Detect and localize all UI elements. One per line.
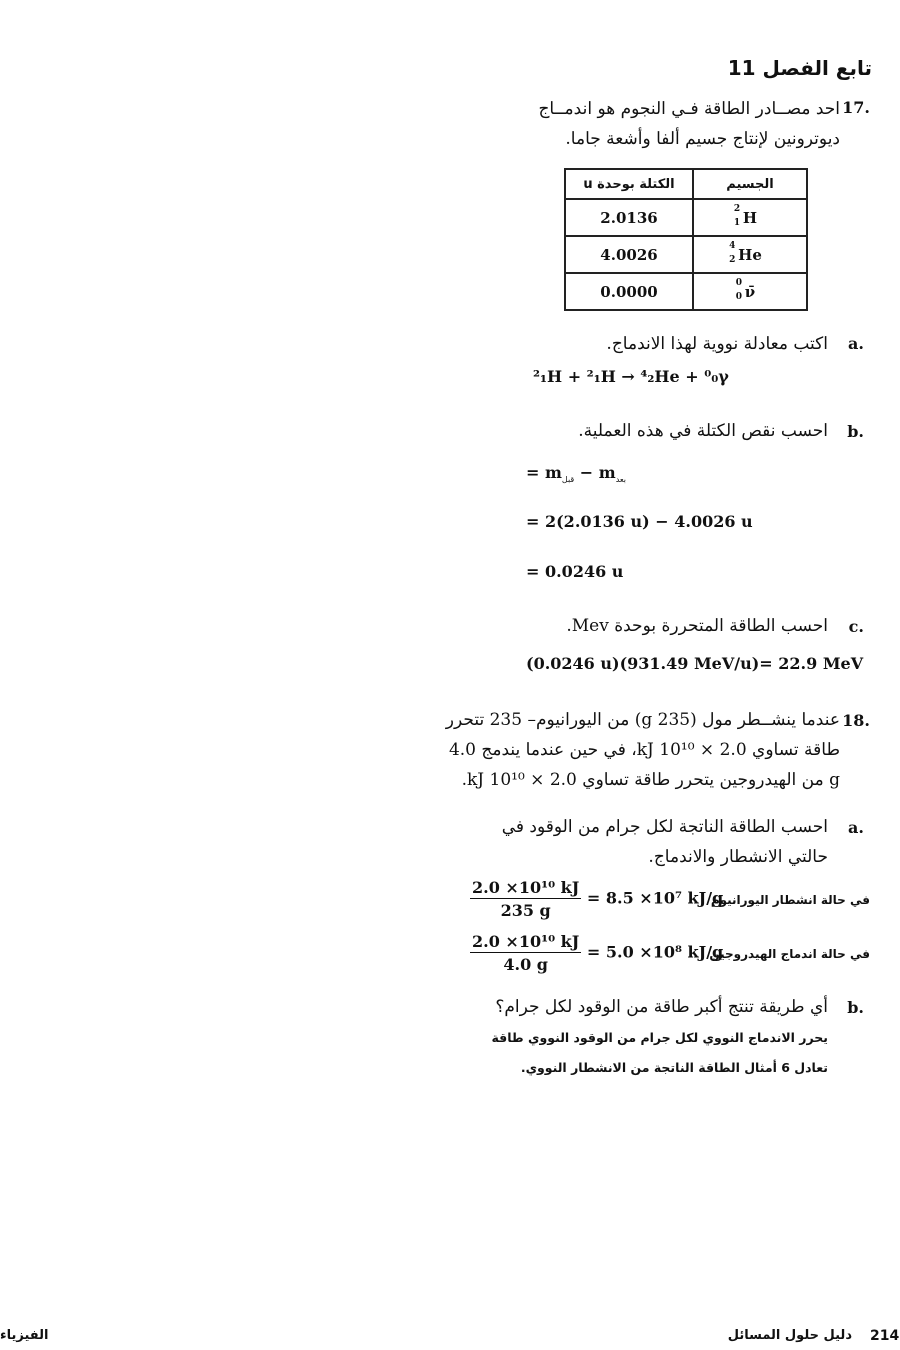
part-c-label: .c	[848, 617, 864, 636]
q18-part-b-label: .b	[847, 998, 864, 1017]
table-row	[565, 273, 807, 310]
q18-part-b-answer-line-2: تعادل 6 أمثال الطاقة الناتجة من الانشطار النووي.	[520, 1060, 828, 1075]
particle-cell: 2 1 H	[693, 199, 807, 236]
question-18-number: .18	[842, 711, 870, 730]
question-18-line-2: طاقة تساوي 2.0 × 10¹⁰ kJ، في حين عندما يندمج 4.0	[448, 740, 840, 760]
mass-table	[564, 168, 808, 311]
table-row	[565, 236, 807, 273]
mass-defect-result: = 0.0246 u	[526, 562, 624, 581]
book-title: دليل حلول المسائل	[727, 1328, 852, 1343]
part-a-label: .a	[848, 334, 864, 353]
fission-calculation: $\frac{\text{2.0 ×10¹⁰ kJ}}{235 g}$ = 8.5 ×10⁷ kJ/g	[472, 878, 724, 920]
page-number: 214	[870, 1328, 900, 1344]
mass-defect-formula: = $m_{قبل} - m_{بعد}$	[526, 463, 626, 485]
part-a-question: اكتب معادلة نووية لهذا الاندماج.	[606, 334, 828, 354]
part-b-label: .b	[847, 422, 864, 441]
q18-part-a-label: .a	[848, 818, 864, 837]
question-18-line-1: عندما ينشــطر مول (235 g) من اليورانيوم– 235 تتحرر	[445, 710, 840, 730]
fusion-label: في حالة اندماج الهيدروجين	[709, 947, 870, 961]
mass-cell: 0.0000	[565, 273, 693, 310]
part-b-question: احسب نقص الكتلة في هذه العملية.	[578, 421, 828, 441]
table-header-mass: الكتلة بوحدة u	[565, 169, 693, 199]
nuclear-equation: ²₁H + ²₁H → ⁴₂He + ⁰₀γ	[533, 367, 729, 386]
mass-cell: 2.0136	[565, 199, 693, 236]
mass-defect-step: = 2(2.0136 u) − 4.0026 u	[526, 512, 753, 531]
q18-part-a-question: احسب الطاقة الناتجة لكل جرام من الوقود في حالتي الانشطار والاندماج.	[501, 817, 828, 867]
mass-table-container	[564, 168, 808, 311]
table-header-particle: الجسيم	[693, 169, 807, 199]
energy-result: (0.0246 u)(931.49 MeV/u)= 22.9 MeV	[526, 654, 864, 673]
page-title: تابع الفصل 11	[727, 56, 872, 80]
question-17-text: احد مصــادر الطاقة فـي النجوم هو اندمــاج ديوترونين لإنتاج جسيم ألفا وأشعة جاما.	[538, 99, 840, 149]
particle-cell: 4 2 He	[693, 236, 807, 273]
q18-part-b-question: أي طريقة تنتج أكبر طاقة من الوقود لكل جرام؟	[495, 997, 828, 1017]
part-c-question: احسب الطاقة المتحررة بوحدة Mev.	[566, 616, 828, 636]
fusion-calculation: $\frac{\text{2.0 ×10¹⁰ kJ}}{4.0 g}$ = 5.0 ×10⁸ kJ/g	[472, 932, 724, 974]
mass-cell: 4.0026	[565, 236, 693, 273]
fission-label: في حالة انشطار اليورانيوم	[710, 893, 870, 907]
subject-name: الفيزياء	[0, 1328, 49, 1343]
table-row	[565, 199, 807, 236]
question-18-line-3: g من الهيدروجين يتحرر طاقة تساوي 2.0 × 10¹⁰ kJ.	[461, 770, 840, 790]
q18-part-b-answer-line-1: يحرر الاندماج النووي لكل جرام من الوقود النووي طاقة	[491, 1030, 828, 1045]
particle-cell: 0 0 ν̄	[693, 273, 807, 310]
question-17-number: .17	[842, 98, 870, 117]
